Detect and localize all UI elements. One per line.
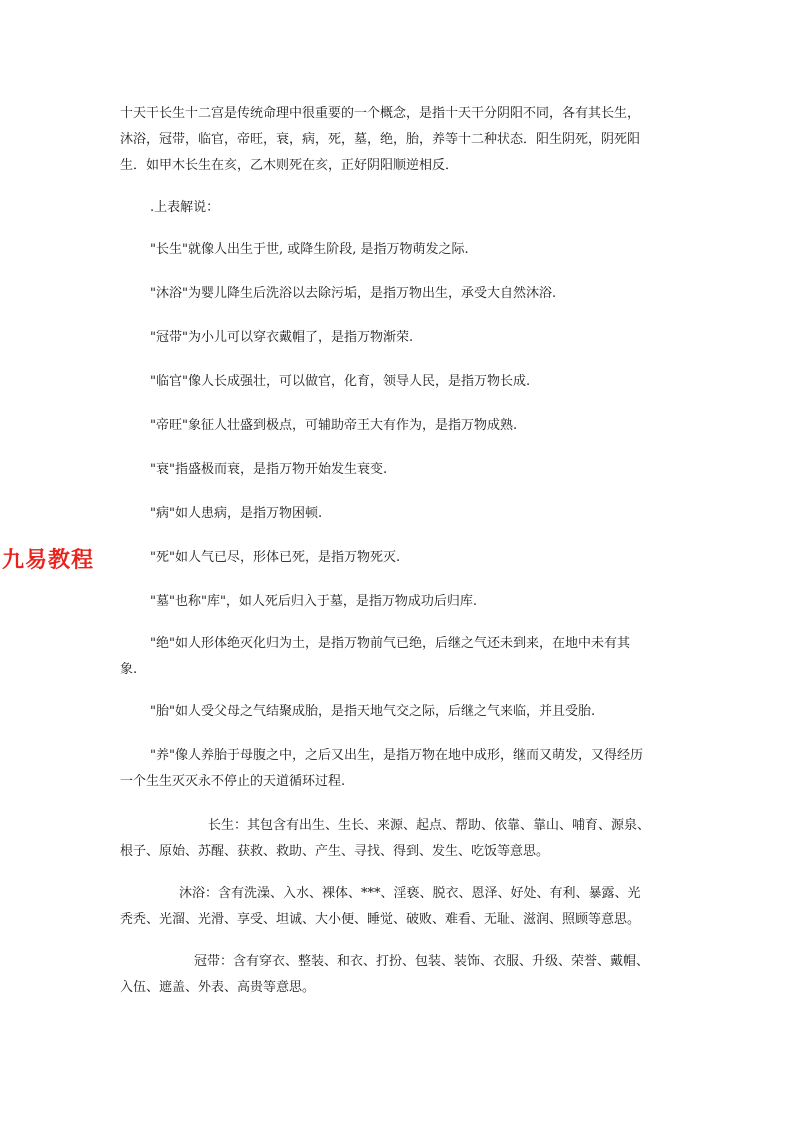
explanation-tai: "胎"如人受父母之气结聚成胎，是指天地气交之际，后继之气来临，并且受胎. xyxy=(150,704,596,719)
explanation-yang-line-1: "养"像人养胎于母腹之中，之后又出生，是指万物在地中成形，继而又萌发，又得经历 xyxy=(150,748,643,763)
explanation-linguan: "临官"像人长成强壮，可以做官，化育，领导人民，是指万物长成. xyxy=(150,374,531,389)
intro-line-2: 沐浴，冠带，临官，帝旺，衰，病，死，墓，绝，胎，养等十二种状态．阳生阴死，阴死阳 xyxy=(120,132,641,147)
section-subtitle: .上表解说： xyxy=(150,200,220,215)
explanation-muyu: "沐浴"为婴儿降生后洗浴以去除污垢，是指万物出生，承受大自然沐浴. xyxy=(150,286,557,301)
intro-line-1: 十天干长生十二宫是传统命理中很重要的一个概念，是指十天干分阴阳不同，各有其长生， xyxy=(120,106,641,121)
explanation-diwang: "帝旺"象征人壮盛到极点，可辅助帝王大有作为，是指万物成熟. xyxy=(150,418,518,433)
explanation-guandai: "冠带"为小儿可以穿衣戴帽了，是指万物渐荣. xyxy=(150,330,414,345)
meaning-muyu-line-1: 沐浴：含有洗澡、入水、裸体、***、淫亵、脱衣、恩泽、好处、有利、暴露、光 xyxy=(179,886,641,901)
meaning-changsheng-line-1: 长生：其包含有出生、生长、来源、起点、帮助、依靠、靠山、哺育、源泉、 xyxy=(208,818,651,833)
meaning-changsheng-line-2: 根子、原始、苏醒、获救、救助、产生、寻找、得到、发生、吃饭等意思。 xyxy=(120,844,550,859)
explanation-si: "死"如人气已尽，形体已死，是指万物死灭. xyxy=(150,550,401,565)
meaning-guandai-line-1: 冠带：含有穿衣、整装、和衣、打扮、包装、装饰、衣服、升级、荣誉、戴帽、 xyxy=(194,954,650,969)
explanation-yang-line-2: 一个生生灭灭永不停止的天道循环过程. xyxy=(120,774,346,789)
explanation-bing: "病"如人患病，是指万物困顿. xyxy=(150,506,323,521)
explanation-shuai: "衰"指盛极而衰，是指万物开始发生衰变. xyxy=(150,462,388,477)
explanation-jue-line-2: 象. xyxy=(120,662,138,677)
meaning-muyu-line-2: 秃秃、光溜、光滑、享受、坦诚、大小便、睡觉、破败、难看、无耻、滋润、照顾等意思。 xyxy=(120,912,641,927)
intro-line-3: 生．如甲木长生在亥，乙木则死在亥，正好阴阳顺逆相反． xyxy=(120,158,459,173)
explanation-changsheng: "长生"就像人出生于世, 或降生阶段, 是指万物萌发之际. xyxy=(150,242,469,257)
explanation-jue-line-1: "绝"如人形体绝灭化归为土，是指万物前气已绝，后继之气还未到来，在地中未有其 xyxy=(150,636,630,651)
meaning-guandai-line-2: 入伍、遮盖、外表、高贵等意思。 xyxy=(120,980,316,995)
watermark-logo: 九易教程 xyxy=(2,548,95,573)
explanation-mu: "墓"也称"库"，如人死后归入于墓，是指万物成功后归库. xyxy=(150,594,478,609)
